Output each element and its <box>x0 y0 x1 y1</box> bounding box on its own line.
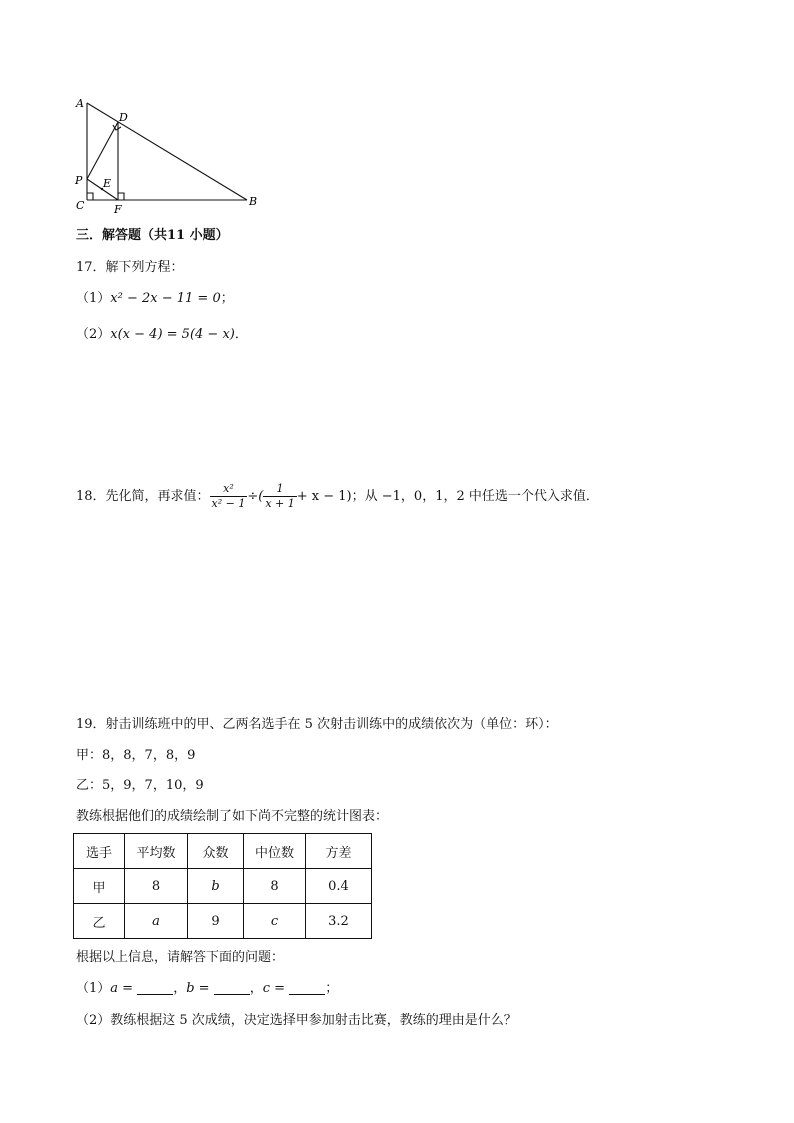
header-cell: 众数 <box>188 834 244 869</box>
label-A: A <box>76 97 84 110</box>
q17-part2-end: ． <box>234 327 248 342</box>
q18-frac1-denominator: x² − 1 <box>211 497 246 510</box>
q18-line <box>76 483 599 510</box>
label-D: D <box>119 111 128 124</box>
table-cell: a <box>125 904 188 939</box>
q18-frac2-numerator: 1 <box>276 482 284 495</box>
q19-part1-sep2: ， <box>249 981 263 996</box>
q17-part2-num: （2） <box>76 327 111 342</box>
q19-part1-a: a = <box>110 981 134 996</box>
table-cell: 9 <box>188 904 244 939</box>
table-cell: 0.4 <box>306 869 372 904</box>
header-cell: 平均数 <box>125 834 188 869</box>
q17-part2-expr: x(x − 4) = 5(4 − x) <box>110 327 235 342</box>
header-cell: 中位数 <box>244 834 306 869</box>
geometry-figure <box>0 0 794 220</box>
table-row <box>74 869 372 904</box>
q18-fraction-2 <box>263 483 296 510</box>
table-cell: 甲 <box>74 869 125 904</box>
table-cell: 8 <box>244 869 306 904</box>
q18-frac1-numerator: x² <box>223 482 234 495</box>
label-P: P <box>75 174 83 187</box>
q18-divide: ÷( <box>247 489 264 504</box>
answer-blank-c[interactable] <box>289 982 325 995</box>
segment-PD <box>87 122 118 179</box>
label-C: C <box>76 199 85 212</box>
right-angle-mark-C <box>87 193 93 200</box>
table-cell: c <box>244 904 306 939</box>
q19-jia-scores: 甲：8，8，7，8，9 <box>76 748 196 763</box>
q19-part1-end: ； <box>325 981 339 996</box>
q17-part1-end: ； <box>220 291 234 306</box>
q19-part1-b: b = <box>186 981 210 996</box>
q19-stem: 19．射击训练班中的甲、乙两名选手在 5 次射击训练中的成绩依次为（单位：环）： <box>76 717 558 732</box>
section-title: 三．解答题（共11 小题） <box>76 228 229 243</box>
table-header-row <box>74 834 372 869</box>
q17-part1-expr: x² − 2x − 11 = 0 <box>110 291 221 306</box>
q17-stem: 17．解下列方程： <box>76 260 184 275</box>
q19-part1-num: （1） <box>76 981 111 996</box>
right-angle-mark-F <box>118 193 124 200</box>
table-cell: 3.2 <box>306 904 372 939</box>
q18-tail: + x − 1)；从 −1，0，1，2 中任选一个代入求值． <box>296 489 599 504</box>
q17-part1-num: （1） <box>76 291 111 306</box>
header-cell: 方差 <box>306 834 372 869</box>
q19-intro: 教练根据他们的成绩绘制了如下尚不完整的统计图表： <box>76 809 389 824</box>
stats-table <box>73 833 372 939</box>
q19-after: 根据以上信息，请解答下面的问题： <box>76 950 285 965</box>
q19-part2: （2）教练根据这 5 次成绩，决定选择甲参加射击比赛，教练的理由是什么？ <box>76 1013 517 1028</box>
answer-blank-a[interactable] <box>137 982 173 995</box>
q19-part1 <box>76 982 338 995</box>
label-B: B <box>249 195 258 208</box>
table-cell: b <box>188 869 244 904</box>
q19-part1-sep1: ， <box>173 981 187 996</box>
label-E: E <box>103 177 112 190</box>
q17-part2 <box>76 328 248 341</box>
q19-part1-c: c = <box>262 981 286 996</box>
q17-part1 <box>76 292 234 305</box>
answer-blank-b[interactable] <box>214 982 250 995</box>
table-cell: 8 <box>125 869 188 904</box>
q18-fraction-1 <box>210 483 248 510</box>
q18-stem: 18．先化简，再求值： <box>76 489 210 504</box>
q18-frac2-denominator: x + 1 <box>265 497 295 510</box>
label-F: F <box>114 203 122 216</box>
header-cell: 选手 <box>74 834 125 869</box>
table-row <box>74 904 372 939</box>
table-cell: 乙 <box>74 904 125 939</box>
q19-yi-scores: 乙：5，9，7，10，9 <box>76 778 204 793</box>
